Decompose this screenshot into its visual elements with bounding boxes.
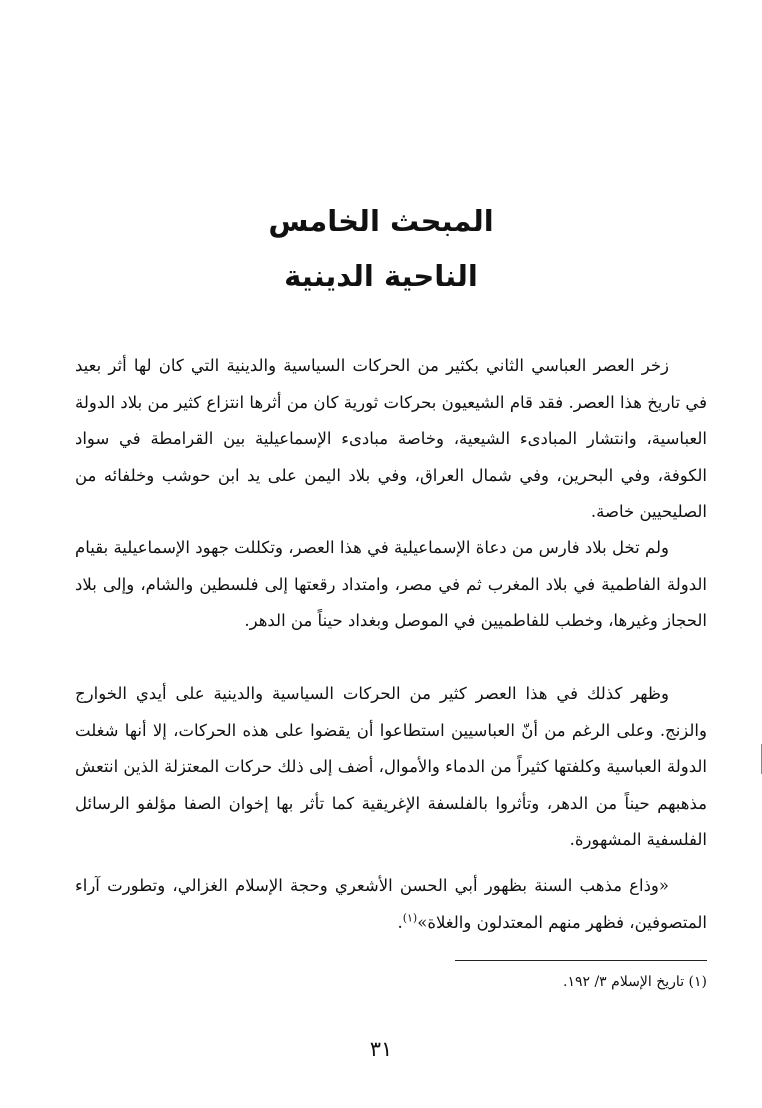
page-number: ٣١ [369, 1037, 393, 1061]
paragraph-4-end: . [397, 912, 403, 932]
paragraph-1-block [75, 348, 707, 531]
footnote-divider [455, 960, 707, 961]
paragraph-3: وظهر كذلك في هذا العصر كثير من الحركات السياسية والدينية على أيدي الخوارج والزنج. وعلى الرغم من أنّ العباسيين استطاعوا أن يقضوا على هذه الحركات، إلا أنها شغلت الدولة العباسية وكلفتها كثيراً من الدماء والأموال، أضف إلى ذلك حركات المعتزلة الذين انتعش مذهبهم حيناً من الدهر، وتأثروا بالفلسفة الإغريقية كما تأثر بها إخوان الصفا مؤلفو الرسائل الفلسفية المشهورة. [75, 684, 707, 849]
paragraph-2-block [75, 530, 707, 640]
section-title: المبحث الخامس [268, 204, 494, 238]
paragraph-2: ولم تخل بلاد فارس من دعاة الإسماعيلية في هذا العصر، وتكللت جهود الإسماعيلية بقيام الدولة الفاطمية في بلاد المغرب ثم في مصر، وامتداد رقعتها إلى فلسطين والشام، وإلى بلاد الحجاز وغيرها، وخطب للفاطميين في الموصل وبغداد حيناً من الدهر. [75, 538, 707, 630]
paragraph-1: زخر العصر العباسي الثاني بكثير من الحركات السياسية والدينية التي كان لها أثر بعيد في تاريخ هذا العصر. فقد قام الشيعيون بحركات ثورية كان من أثرها انتزاع كثير من بلاد الدولة العباسية، وانتشار المبادىء الشيعية، وخاصة مبادىء الإسماعيلية بين القرامطة في سواد الكوفة، وفي البحرين، وفي شمال العراق، وفي بلاد اليمن على يد ابن حوشب وخلفائه من الصليحيين خاصة. [75, 356, 707, 521]
paragraph-4-block [75, 868, 707, 941]
footnote-reference[interactable]: (١) [402, 911, 418, 924]
section-subtitle: الناحية الدينية [284, 259, 478, 293]
paragraph-4-text: «وذاع مذهب السنة بظهور أبي الحسن الأشعري وحجة الإسلام الغزالي، وتطورت آراء المتصوفين، فظهر منهم المعتدلون والغلاة» [75, 876, 707, 932]
paragraph-4 [75, 868, 707, 941]
paragraph-3-block [75, 676, 707, 859]
footnote-1: (١) تاريخ الإسلام ٣/ ١٩٢. [562, 974, 707, 990]
